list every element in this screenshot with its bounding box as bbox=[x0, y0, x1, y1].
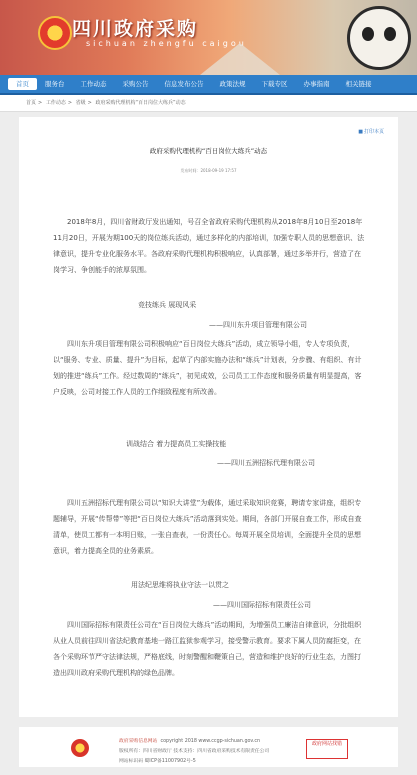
site-title: 四川政府采购 bbox=[72, 18, 199, 40]
site-banner bbox=[0, 0, 417, 75]
nav-item-home[interactable]: 首页 bbox=[8, 78, 37, 90]
article-meta: 发布时间：2018-09-19 17:57 bbox=[180, 168, 237, 173]
footer-icp[interactable]: 网站标识码 蜀ICP备11007902号-5 bbox=[119, 759, 196, 764]
nav-item-service[interactable]: 服务台 bbox=[45, 80, 65, 88]
main-nav bbox=[0, 75, 417, 95]
section-3-signature: ——四川国际招标有限责任公司 bbox=[213, 601, 311, 609]
section-2-signature: ——四川五洲招标代理有限公司 bbox=[217, 459, 315, 467]
breadcrumb-home[interactable]: 首页 bbox=[26, 100, 37, 106]
nav-item-work-news[interactable]: 工作动态 bbox=[80, 80, 107, 88]
site-footer bbox=[19, 727, 398, 767]
nav-item-guide[interactable]: 办事指南 bbox=[303, 80, 330, 88]
panda-graphic bbox=[347, 6, 411, 70]
section-3-heading: 用法纪思维将执业守法一以贯之 bbox=[131, 581, 229, 589]
site-subtitle: sichuan zhengfu caigou bbox=[86, 39, 247, 48]
section-2-heading: 训战结合 着力提高员工实操技能 bbox=[126, 440, 227, 448]
article-card bbox=[19, 117, 398, 717]
article-title: 政府采购代理机构“百日岗位大练兵”动态 bbox=[149, 147, 268, 155]
section-2-body: 四川五洲招标代理有限公司以“知识大讲堂”为载体，通过采取知识竞赛，聘请专家讲座，组织专题辅导，开展“传帮带”等把“百日岗位大练兵”活动落到实处。期间，各部门开展自查工作，形成自查清单，使员工都有一本明日账，一张自查表，一份责任心。每周开展全员培训，全面提升全员的思想意识，着力提高全员的业务素质。 bbox=[53, 499, 362, 555]
nav-item-download[interactable]: 下载专区 bbox=[261, 80, 288, 88]
footer-site-name: 政府采购信息网站 bbox=[119, 739, 158, 744]
section-1-body: 四川东升项目管理有限公司积极响应“百日岗位大练兵”活动，成立领导小组，专人专项负责，以“服务、专业、质量、提升”为目标，起草了内部实施办法和“练兵”计划表，分步骤、有组织、有计划的推进“练兵”工作。经过数周的“练兵”，初见成效，公司员工工作态度和服务质量有明显提高，客户反映，公司对接工作人员的工作细致程度有所改善。 bbox=[53, 340, 362, 396]
mountain-graphic bbox=[200, 43, 280, 75]
nav-item-info-release[interactable]: 信息发布公告 bbox=[164, 80, 204, 88]
nav-item-procurement-notice[interactable]: 采购公告 bbox=[122, 80, 149, 88]
national-emblem-icon bbox=[38, 16, 72, 50]
nav-item-policy[interactable]: 政策法规 bbox=[219, 80, 246, 88]
print-button[interactable]: ■ 打印本页 bbox=[358, 128, 384, 135]
breadcrumb-province[interactable]: 省级 bbox=[75, 100, 86, 106]
section-3-body: 四川国际招标有限责任公司在“百日岗位大练兵”活动期间，为增强员工廉洁自律意识，分批组织从业人员前往四川省法纪教育基地一路江监狱参观学习，接受警示教育。要求下属人员防腐拒变，在各个采购环节严守法律法规，严格底线，时刻警醒和鞭策自己，营造和维护良好的行业生态，力图打造出四川政府采购代理机构的绿色品牌。 bbox=[53, 621, 362, 677]
section-1-signature: ——四川东升项目管理有限公司 bbox=[209, 321, 307, 329]
breadcrumb: 首页 > 工作动态 > 省级 > 政府采购代理机构“百日岗位大练兵”动态 bbox=[0, 95, 417, 112]
footer-copyright: copyright 2018 www.ccgp-sichuan.gov.cn bbox=[160, 739, 261, 744]
breadcrumb-current: 政府采购代理机构“百日岗位大练兵”动态 bbox=[95, 100, 186, 106]
footer-info bbox=[119, 737, 269, 767]
footer-sponsor: 版权所有：四川省财政厅 技术支持：四川省政府采购技术有限责任公司 bbox=[119, 749, 270, 754]
article-intro: 2018年8月，四川省财政厅发出通知，号召全省政府采购代理机构从2018年8月10日至2018年11月20日，开展为期100天的岗位练兵活动，通过多样化的内部培训，加强专职人员的思想意识、法律意识，提升专业化服务水平。各政府采购代理机构积极响应，认真部署，通过多举并行，营造了在岗学习、争创能手的浓厚氛围。 bbox=[53, 218, 365, 274]
emblem-icon bbox=[71, 739, 89, 757]
nav-item-links[interactable]: 相关链接 bbox=[345, 80, 372, 88]
breadcrumb-work-news[interactable]: 工作动态 bbox=[45, 100, 66, 106]
section-1-heading: 竞技练兵 展现风采 bbox=[138, 301, 197, 309]
error-report-badge[interactable]: 政府网站找错 bbox=[306, 739, 348, 759]
